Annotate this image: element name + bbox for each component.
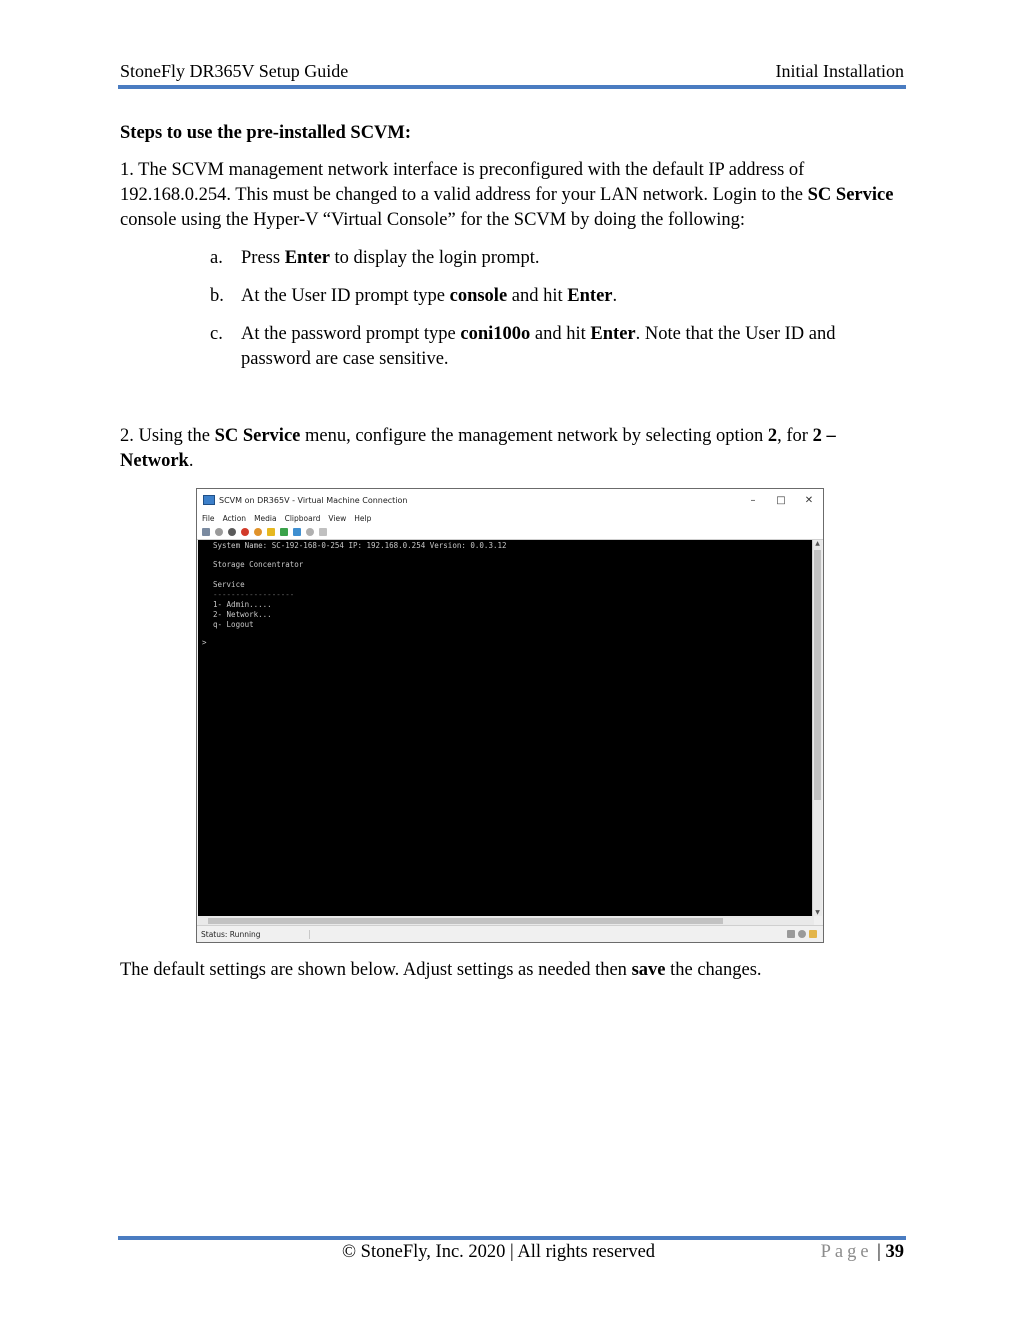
vm-titlebar	[197, 489, 823, 511]
paragraph-2: 2. Using the SC Service menu, configure the management network by selecting option 2, for 2 – Network.	[120, 426, 836, 471]
menu-file: File	[202, 513, 215, 523]
vm-console	[198, 540, 815, 916]
page-number: 39	[885, 1242, 904, 1262]
maximize-button: □	[776, 494, 786, 506]
header-section: Initial Installation	[775, 61, 904, 81]
menu-clipboard: Clipboard	[284, 513, 321, 523]
horizontal-scroll-thumb	[208, 918, 723, 924]
vm-window-title: SCVM on DR365V - Virtual Machine Connection	[219, 495, 408, 505]
enhanced-session-icon	[319, 528, 327, 536]
header-title: StoneFly DR365V Setup Guide	[120, 61, 349, 81]
vm-connection-screenshot	[196, 488, 824, 943]
menu-help: Help	[354, 513, 372, 523]
revert-icon	[306, 528, 314, 536]
menu-view: View	[328, 513, 347, 523]
vm-connection-icon	[203, 495, 215, 505]
page-word: Page	[820, 1242, 873, 1262]
step-c: c. At the password prompt type coni100o and hit Enter. Note that the User ID and password are case sensitive.	[210, 324, 836, 369]
keyboard-icon	[787, 930, 795, 938]
vm-toolbar	[197, 525, 823, 540]
shutdown-icon	[241, 528, 249, 536]
step-b: b. At the User ID prompt type console and hit Enter.	[210, 286, 618, 306]
console-service-title: Service	[213, 580, 245, 589]
footer-page	[821, 1242, 904, 1263]
close-button: ✕	[804, 494, 814, 506]
menu-media: Media	[254, 513, 277, 523]
console-option-network: 2- Network...	[213, 610, 272, 619]
save-state-icon	[254, 528, 262, 536]
vm-menubar	[197, 511, 823, 525]
checkpoint-icon	[293, 528, 301, 536]
step-a: a. Press Enter to display the login prompt.	[210, 248, 540, 268]
status-icons	[787, 930, 817, 938]
paragraph-1: 1. The SCVM management network interface is preconfigured with the default IP address of 192.168.0.254. This must be changed to a valid address for your LAN network. Login to the SC Service console using the Hyper-V “Virtual Console” for the SCVM by doing the following:	[120, 160, 894, 230]
page-separator: |	[877, 1242, 881, 1262]
mouse-icon	[798, 930, 806, 938]
menu-action: Action	[222, 513, 247, 523]
play-icon	[280, 528, 288, 536]
pause-icon	[267, 528, 275, 536]
scroll-up-icon: ▲	[815, 540, 820, 547]
console-product-line: Storage Concentrator	[213, 560, 304, 569]
footer-copyright: © StoneFly, Inc. 2020 | All rights reserved	[342, 1242, 656, 1262]
vm-status-text: Status: Running	[197, 930, 310, 939]
console-option-logout: q- Logout	[213, 620, 254, 629]
start-icon	[215, 528, 223, 536]
minimize-button: –	[750, 494, 756, 506]
vm-vertical-scrollbar	[812, 540, 822, 916]
turn-off-icon	[228, 528, 236, 536]
paragraph-3: The default settings are shown below. Adjust settings as needed then save the changes.	[120, 960, 762, 980]
ctrl-alt-del-icon	[202, 528, 210, 536]
scroll-down-icon: ▼	[815, 909, 820, 916]
console-divider: ------------------	[213, 590, 295, 599]
vertical-scroll-thumb	[814, 550, 821, 800]
login-steps	[120, 246, 906, 385]
lock-icon	[809, 930, 817, 938]
console-option-admin: 1- Admin.....	[213, 600, 272, 609]
header-rule	[118, 85, 906, 89]
console-system-line: System Name: SC-192-168-0-254 IP: 192.168.0.254 Version: 0.0.3.12	[213, 541, 507, 550]
console-prompt: >	[202, 638, 207, 647]
footer-rule	[118, 1236, 906, 1240]
vm-statusbar	[197, 925, 823, 942]
section-heading: Steps to use the pre-installed SCVM:	[120, 123, 412, 143]
